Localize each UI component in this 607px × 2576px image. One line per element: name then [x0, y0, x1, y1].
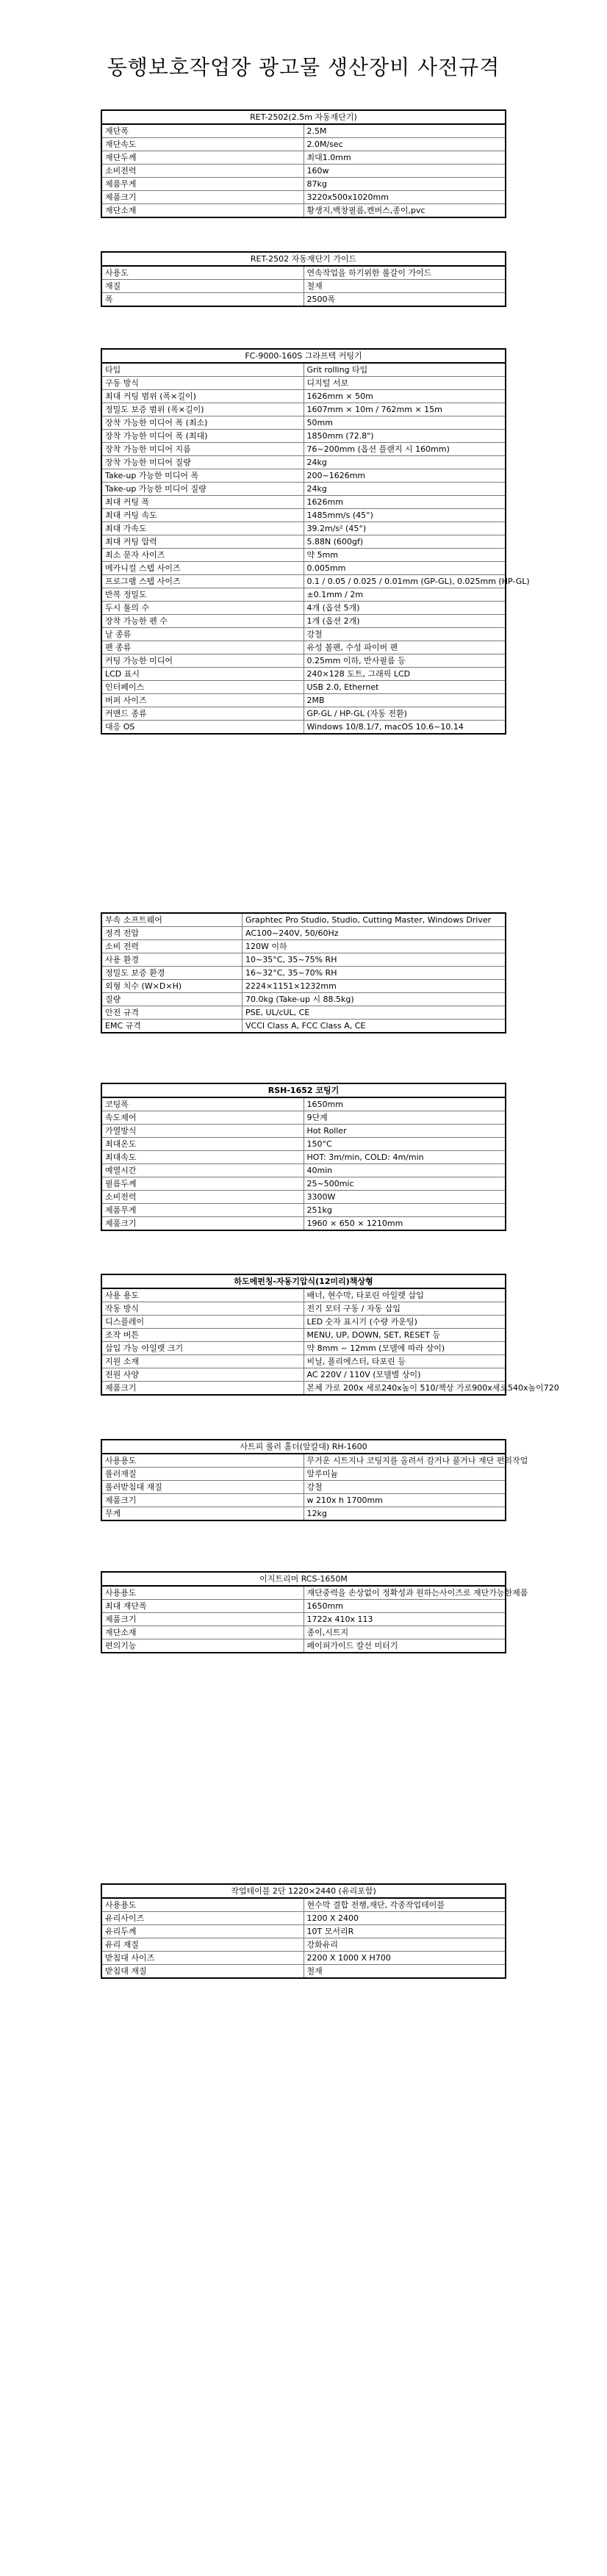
table-row	[102, 1111, 506, 1125]
spec-value: 종이,시트지	[304, 1626, 506, 1639]
spec-label: 두시 툴의 수	[102, 602, 304, 615]
table-row	[102, 430, 506, 443]
spec-label: 외형 치수 (W×D×H)	[102, 980, 243, 993]
spec-value: 약 5mm	[304, 549, 506, 562]
spec-value: LED 숫자 표시기 (수량 카운팅)	[304, 1316, 506, 1329]
spec-label: 속도제어	[102, 1111, 304, 1125]
table-row	[102, 1600, 506, 1613]
spec-value: 87kg	[304, 178, 506, 191]
spec-value: 1650mm	[304, 1600, 506, 1613]
spec-label: 가열방식	[102, 1125, 304, 1138]
table-row	[102, 1329, 506, 1342]
spec-label: 제품크기	[102, 1494, 304, 1507]
table-row	[102, 377, 506, 390]
table-row	[102, 993, 506, 1006]
spec-label: 최소 문자 사이즈	[102, 549, 304, 562]
table-row	[102, 469, 506, 483]
table-row	[102, 1613, 506, 1626]
spec-value: AC100~240V, 50/60Hz	[243, 927, 506, 940]
spec-value: 3300W	[304, 1191, 506, 1204]
table-row	[102, 1454, 506, 1468]
spec-label: 코팅폭	[102, 1097, 304, 1111]
spec-value: 2200 X 1000 X H700	[304, 1952, 506, 1965]
spec-value: 1626mm × 50m	[304, 390, 506, 403]
spec-label: 제품크기	[102, 191, 304, 204]
spec-value: 2MB	[304, 694, 506, 707]
table-row	[102, 1302, 506, 1316]
spec-value: 5.88N (600gf)	[304, 535, 506, 549]
spec-value: 12kg	[304, 1507, 506, 1520]
spec-label: 장착 가능한 펜 수	[102, 615, 304, 628]
spec-label: 재질	[102, 280, 304, 293]
spec-value: AC 220V / 110V (모델별 상이)	[304, 1368, 506, 1382]
spec-value: 4개 (옵션 5개)	[304, 602, 506, 615]
spec-value: 1485mm/s (45°)	[304, 509, 506, 522]
spec-label: 제품크기	[102, 1382, 304, 1395]
spec-label: 구동 방식	[102, 377, 304, 390]
spec-value: 페이퍼가이드 칼선 미터기	[304, 1639, 506, 1653]
spec-label: 최대 재단폭	[102, 1600, 304, 1613]
spec-label: 소비 전력	[102, 940, 243, 953]
spec-value: PSE, UL/cUL, CE	[243, 1006, 506, 1020]
table-row	[102, 1507, 506, 1520]
table-row	[102, 1177, 506, 1191]
spec-value: w 210x h 1700mm	[304, 1494, 506, 1507]
table-row	[102, 1468, 506, 1481]
table-row	[102, 178, 506, 191]
table-title: 하도메펀칭-자동기압식(12미리)책상형	[102, 1275, 506, 1289]
spec-label: 커팅 가능한 미디어	[102, 654, 304, 668]
spec-label: 재단속도	[102, 138, 304, 151]
table-row	[102, 1952, 506, 1965]
table-row	[102, 165, 506, 178]
spec-label: 재단소재	[102, 1626, 304, 1639]
table-row	[102, 615, 506, 628]
spec-value: 0.1 / 0.05 / 0.025 / 0.01mm (GP-GL), 0.025mm (HP-GL)	[304, 575, 506, 588]
table-row	[102, 628, 506, 641]
spec-label: 정밀도 보증 범위 (폭×길이)	[102, 403, 304, 416]
table-row	[102, 1125, 506, 1138]
spec-label: 반복 정밀도	[102, 588, 304, 602]
spec-value: 50mm	[304, 416, 506, 430]
table-row	[102, 940, 506, 953]
table-title: 작업테이블 2단 1220×2440 (유리포함)	[102, 1885, 506, 1899]
spec-label: 제품무게	[102, 178, 304, 191]
spec-value: 251kg	[304, 1204, 506, 1217]
spec-value: 70.0kg (Take-up 시 88.5kg)	[243, 993, 506, 1006]
spec-label: EMC 규격	[102, 1020, 243, 1033]
spec-value: ±0.1mm / 2m	[304, 588, 506, 602]
spec-table-ret2502-guide	[101, 252, 506, 306]
spec-value: HOT: 3m/min, COLD: 4m/min	[304, 1151, 506, 1164]
spec-value: 10~35°C, 35~75% RH	[243, 953, 506, 967]
table-row	[102, 522, 506, 535]
spec-label: 사용용도	[102, 1454, 304, 1468]
spec-value: 1722x 410x 113	[304, 1613, 506, 1626]
spec-value: 철재	[304, 280, 506, 293]
spec-label: 최대 커팅 폭	[102, 496, 304, 509]
spec-value: 강철	[304, 1481, 506, 1494]
spec-value: 160w	[304, 165, 506, 178]
spec-value: 강철	[304, 628, 506, 641]
spec-value: 배너, 현수막, 타포린 아일렛 삽입	[304, 1288, 506, 1302]
table-row	[102, 363, 506, 377]
spec-label: 받침대 사이즈	[102, 1952, 304, 1965]
spec-label: 최대 커팅 범위 (폭×길이)	[102, 390, 304, 403]
table-row	[102, 403, 506, 416]
spec-label: 제품크기	[102, 1613, 304, 1626]
table-row	[102, 1316, 506, 1329]
spec-label: 작동 방식	[102, 1302, 304, 1316]
table-row	[102, 280, 506, 293]
spec-label: 사용 용도	[102, 1288, 304, 1302]
table-title-row	[102, 253, 506, 267]
spec-label: 버퍼 사이즈	[102, 694, 304, 707]
spec-value: 무거운 시트지나 코팅지를 올려서 감거나 풀거나 재단 편의작업	[304, 1454, 506, 1468]
table-row	[102, 1626, 506, 1639]
spec-value: MENU, UP, DOWN, SET, RESET 등	[304, 1329, 506, 1342]
table-row	[102, 602, 506, 615]
table-row	[102, 641, 506, 654]
spec-label: 최대 가속도	[102, 522, 304, 535]
table-row	[102, 535, 506, 549]
table-row	[102, 1639, 506, 1653]
spec-value: 24kg	[304, 483, 506, 496]
spec-label: 사용도	[102, 266, 304, 280]
table-title: RET-2502(2.5m 자동재단기)	[102, 111, 506, 125]
spec-value: 본체 가로 200x 세로240x높이 510/책상 가로900x세로540x높이720	[304, 1382, 506, 1395]
table-row	[102, 191, 506, 204]
table-row	[102, 1382, 506, 1395]
spec-value: 철재	[304, 1965, 506, 1978]
spec-label: Take-up 가능한 미디어 질량	[102, 483, 304, 496]
spec-value: Graphtec Pro Studio, Studio, Cutting Master, Windows Driver	[243, 914, 506, 927]
spec-value: 재단중력을 손상없이 정확성과 원하는사이즈로 재단가능한제품	[304, 1586, 506, 1600]
spec-label: 정밀도 보증 환경	[102, 967, 243, 980]
spec-label: 소비전력	[102, 1191, 304, 1204]
table-row	[102, 1965, 506, 1978]
spec-label: 지원 소재	[102, 1355, 304, 1368]
spec-label: 최대 커팅 속도	[102, 509, 304, 522]
spec-value: 2224×1151×1232mm	[243, 980, 506, 993]
spec-label: 사용용도	[102, 1898, 304, 1912]
spec-value: 디지털 서보	[304, 377, 506, 390]
table-row	[102, 927, 506, 940]
spec-label: 롤러받침대 재질	[102, 1481, 304, 1494]
spec-value: 유성 볼펜, 수성 파이버 펜	[304, 641, 506, 654]
table-row	[102, 1898, 506, 1912]
spec-value: 전기 모터 구동 / 자동 삽입	[304, 1302, 506, 1316]
spec-label: 필름두께	[102, 1177, 304, 1191]
table-row	[102, 953, 506, 967]
spec-label: 재단두께	[102, 151, 304, 165]
spec-table-ret2502	[101, 110, 506, 217]
spec-value: Grit rolling 타입	[304, 363, 506, 377]
spec-label: 부속 소프트웨어	[102, 914, 243, 927]
spec-table-rh1600	[101, 1440, 528, 1520]
table-row	[102, 575, 506, 588]
spec-value: 39.2m/s² (45°)	[304, 522, 506, 535]
spec-value: 76~200mm (옵션 플랜지 시 160mm)	[304, 443, 506, 456]
spec-value: 2500폭	[304, 293, 506, 306]
table-row	[102, 1925, 506, 1938]
spec-label: 편의기능	[102, 1639, 304, 1653]
spec-value: 9단계	[304, 1111, 506, 1125]
table-row	[102, 588, 506, 602]
table-row	[102, 694, 506, 707]
spec-label: 날 종류	[102, 628, 304, 641]
spec-table-binding	[101, 1274, 559, 1395]
table-row	[102, 416, 506, 430]
spec-label: 정격 전압	[102, 927, 243, 940]
spec-label: 받침대 재질	[102, 1965, 304, 1978]
spec-label: 안전 규격	[102, 1006, 243, 1020]
table-row	[102, 654, 506, 668]
spec-table-rsh1652	[101, 1083, 506, 1230]
table-title-row	[102, 1440, 506, 1454]
table-row	[102, 549, 506, 562]
table-row	[102, 914, 506, 927]
table-row	[102, 1494, 506, 1507]
spec-value: 120W 이하	[243, 940, 506, 953]
spec-label: 삽입 가능 아일렛 크기	[102, 1342, 304, 1355]
spec-label: 사용용도	[102, 1586, 304, 1600]
table-row	[102, 1342, 506, 1355]
table-row	[102, 151, 506, 165]
spec-value: 현수막 결합 전행,재단, 각종작업테이블	[304, 1898, 506, 1912]
table-row	[102, 496, 506, 509]
table-row	[102, 293, 506, 306]
spec-value: USB 2.0, Ethernet	[304, 681, 506, 694]
spec-value: 40min	[304, 1164, 506, 1177]
spec-value: VCCI Class A, FCC Class A, CE	[243, 1020, 506, 1033]
spec-label: 질량	[102, 993, 243, 1006]
table-row	[102, 124, 506, 138]
spec-label: 인터페이스	[102, 681, 304, 694]
spec-label: Take-up 가능한 미디어 폭	[102, 469, 304, 483]
spec-value: 알루미늄	[304, 1468, 506, 1481]
table-row	[102, 562, 506, 575]
spec-label: 최대 커팅 압력	[102, 535, 304, 549]
spec-value: 0.005mm	[304, 562, 506, 575]
table-row	[102, 483, 506, 496]
table-row	[102, 204, 506, 217]
table-row	[102, 1097, 506, 1111]
spec-label: 대응 OS	[102, 721, 304, 734]
spec-value: 약 8mm ~ 12mm (모델에 따라 상이)	[304, 1342, 506, 1355]
table-row	[102, 1288, 506, 1302]
spec-label: 유리두께	[102, 1925, 304, 1938]
spec-label: 최대속도	[102, 1151, 304, 1164]
spec-label: 재단폭	[102, 124, 304, 138]
spec-value: 연속작업을 하기위한 롤갈이 가이드	[304, 266, 506, 280]
spec-value: 1850mm (72.8")	[304, 430, 506, 443]
spec-value: GP-GL / HP-GL (자동 전환)	[304, 707, 506, 721]
spec-value: 0.25mm 이하, 반사필름 등	[304, 654, 506, 668]
spec-value: 24kg	[304, 456, 506, 469]
table-title: 이지트리머 RCS-1650M	[102, 1573, 506, 1587]
spec-value: Windows 10/8.1/7, macOS 10.6~10.14	[304, 721, 506, 734]
spec-table-fc9000	[101, 349, 530, 734]
table-row	[102, 668, 506, 681]
table-row	[102, 1912, 506, 1925]
table-row	[102, 1204, 506, 1217]
table-row	[102, 1020, 506, 1033]
spec-label: 롤러재질	[102, 1468, 304, 1481]
table-title-row	[102, 1885, 506, 1899]
spec-label: LCD 표시	[102, 668, 304, 681]
table-title-row	[102, 350, 506, 364]
spec-value: 150°C	[304, 1138, 506, 1151]
spec-value: 3220x500x1020mm	[304, 191, 506, 204]
table-row	[102, 443, 506, 456]
table-row	[102, 1586, 506, 1600]
spec-value: 1960 × 650 × 1210mm	[304, 1217, 506, 1230]
spec-value: 25~500mic	[304, 1177, 506, 1191]
table-title: FC-9000-160S 그라프텍 커팅기	[102, 350, 506, 364]
table-row	[102, 1217, 506, 1230]
spec-value: 1607mm × 10m / 762mm × 15m	[304, 403, 506, 416]
table-row	[102, 509, 506, 522]
spec-value: 강화유리	[304, 1938, 506, 1952]
spec-value: 황생지,백창필름,켄버스,종이,pvc	[304, 204, 506, 217]
spec-value: Hot Roller	[304, 1125, 506, 1138]
spec-label: 장착 가능한 미디어 폭 (최소)	[102, 416, 304, 430]
table-title: RET-2502 자동재단기 가이드	[102, 253, 506, 267]
table-row	[102, 1355, 506, 1368]
table-title-row	[102, 111, 506, 125]
spec-label: 제품무게	[102, 1204, 304, 1217]
spec-value: 비닐, 폴리에스터, 타포린 등	[304, 1355, 506, 1368]
spec-label: 무게	[102, 1507, 304, 1520]
spec-table-fc9000-extra	[101, 913, 506, 1033]
spec-label: 예열시간	[102, 1164, 304, 1177]
table-row	[102, 390, 506, 403]
spec-value: 2.0M/sec	[304, 138, 506, 151]
spec-label: 디스플레이	[102, 1316, 304, 1329]
table-row	[102, 1151, 506, 1164]
spec-label: 메카니컬 스텝 사이즈	[102, 562, 304, 575]
table-row	[102, 1138, 506, 1151]
table-row	[102, 707, 506, 721]
table-row	[102, 1481, 506, 1494]
spec-value: 10T 모서리R	[304, 1925, 506, 1938]
spec-label: 전원 사양	[102, 1368, 304, 1382]
spec-value: 1개 (옵션 2개)	[304, 615, 506, 628]
table-row	[102, 1191, 506, 1204]
spec-label: 장착 가능한 미디어 지름	[102, 443, 304, 456]
spec-label: 최대온도	[102, 1138, 304, 1151]
table-row	[102, 980, 506, 993]
spec-label: 프로그램 스텝 사이즈	[102, 575, 304, 588]
spec-value: 200~1626mm	[304, 469, 506, 483]
spec-value: 1200 X 2400	[304, 1912, 506, 1925]
table-row	[102, 138, 506, 151]
spec-value: 최대1.0mm	[304, 151, 506, 165]
table-title: 사트피 롤러 홀더(앞칼대) RH-1600	[102, 1440, 506, 1454]
spec-label: 장착 가능한 미디어 질량	[102, 456, 304, 469]
spec-value: 16~32°C, 35~70% RH	[243, 967, 506, 980]
page-title: 동행보호작업장 광고물 생산장비 사전규격	[107, 55, 500, 79]
spec-label: 조작 버튼	[102, 1329, 304, 1342]
spec-label: 유리 재질	[102, 1938, 304, 1952]
spec-label: 펜 종류	[102, 641, 304, 654]
table-row	[102, 1938, 506, 1952]
table-row	[102, 967, 506, 980]
spec-value: 1626mm	[304, 496, 506, 509]
spec-value: 2.5M	[304, 124, 506, 138]
table-title-row	[102, 1084, 506, 1098]
spec-table-worktable	[101, 1884, 506, 1978]
spec-label: 장착 가능한 미디어 폭 (최대)	[102, 430, 304, 443]
spec-label: 사용 환경	[102, 953, 243, 967]
table-title-row	[102, 1275, 506, 1289]
spec-label: 소비전력	[102, 165, 304, 178]
spec-label: 타입	[102, 363, 304, 377]
table-title-row	[102, 1573, 506, 1587]
spec-value: 1650mm	[304, 1097, 506, 1111]
spec-label: 제품크기	[102, 1217, 304, 1230]
table-title: RSH-1652 코팅기	[102, 1084, 506, 1098]
table-row	[102, 1006, 506, 1020]
table-row	[102, 721, 506, 734]
table-row	[102, 1164, 506, 1177]
spec-label: 커맨드 종류	[102, 707, 304, 721]
spec-value: 240×128 도트, 그래픽 LCD	[304, 668, 506, 681]
spec-table-rcs1650m	[101, 1572, 528, 1653]
spec-label: 폭	[102, 293, 304, 306]
spec-label: 재단소재	[102, 204, 304, 217]
table-row	[102, 266, 506, 280]
table-row	[102, 681, 506, 694]
table-row	[102, 456, 506, 469]
table-row	[102, 1368, 506, 1382]
spec-label: 유리사이즈	[102, 1912, 304, 1925]
